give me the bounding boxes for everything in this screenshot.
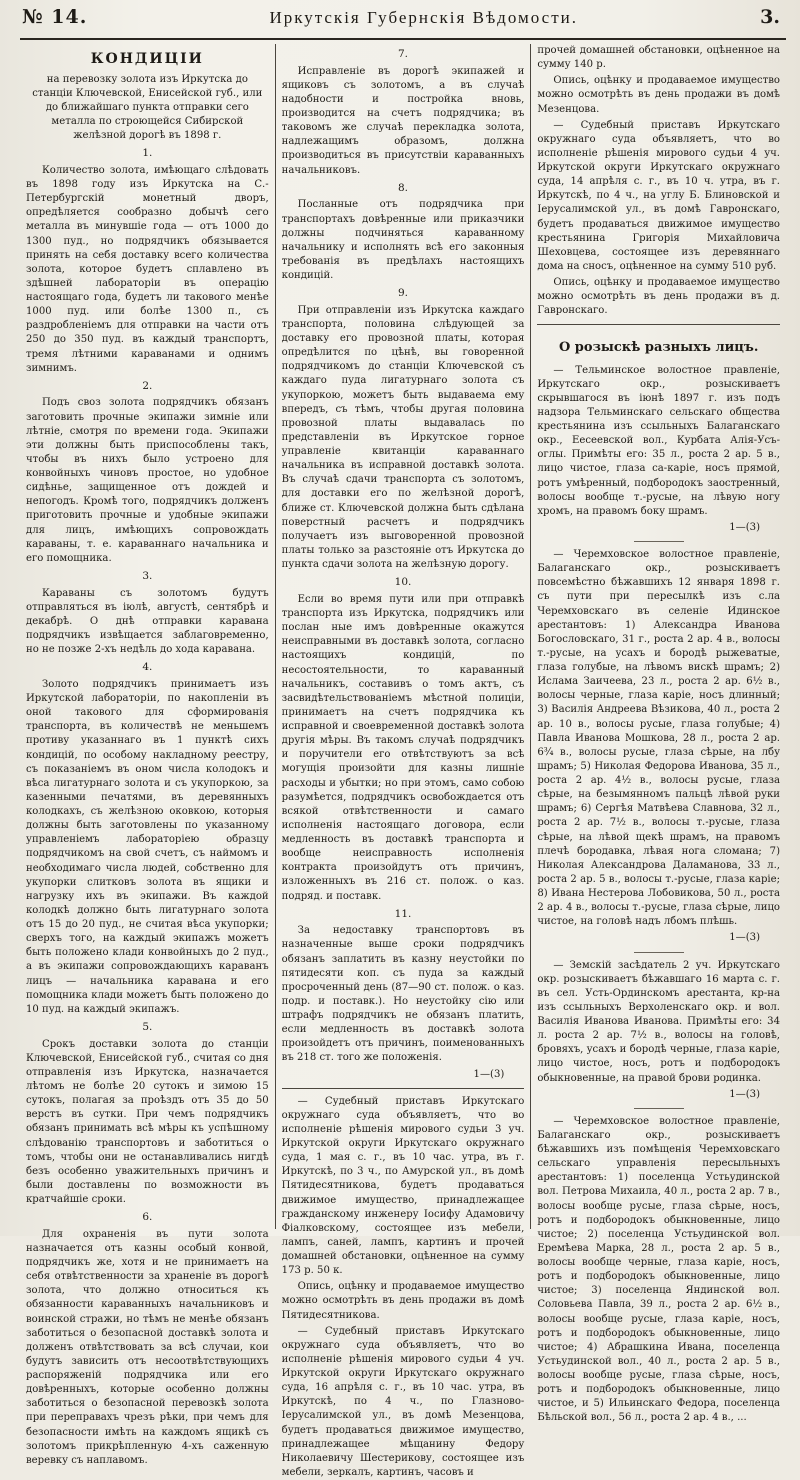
section-title-search: О розыскѣ разныхъ лицъ.	[558, 340, 759, 356]
clause-number: 8.	[397, 181, 409, 194]
notice-text: Опись, оцѣнку и продаваемое имущество можно осмотрѣть въ день продажи въ домѣ Мезенцова.	[537, 75, 781, 115]
insertion-count: 1—(3)	[473, 1068, 505, 1080]
page-number: 3.	[760, 6, 780, 28]
clause-number: 10.	[394, 576, 412, 589]
divider	[634, 952, 684, 953]
divider	[634, 1108, 684, 1109]
insertion-count: 1—(3)	[729, 932, 761, 944]
clause-text: Подъ своз золота подрядчикъ обязанъ заготовить прочные экипажи зимнiе или лѣтнiе, смотря по времени года. Экипажи эти должны быть приспособлены такъ, чтобы въ нихъ было устроено для конвойныхъ чиновъ простое, но удобное сидѣнье, защищенное отъ дождей и непогодъ. Кромѣ того, подрядчикъ долженъ приготовить прочные и удобные экипажи для лицъ, имѣющихъ сопровождать караваны, т. е. караваннаго начальника и его помощника.	[26, 397, 269, 564]
divider	[537, 324, 780, 325]
notice-text: — Черемховское волостное правленiе, Балаганскаго окр., розыскиваетъ бѣжавшихъ изъ помѣщенiя Черемховскаго сельскаго управленiя пересыльныхъ арестантовъ: 1) поселенца Устьудинской вол. Петрова Михаила, 40 л., роста 2 ар. 7 в., волосы вообще русые, глаза сѣрые, носъ, ротъ и подбородокъ обыкновенные, лицо чистое; 2) поселенца Устьудинской вол. Еремѣева Марка, 28 л., роста 2 ар. 5 в., волосы вообще черные, глаза карiе, носъ, ротъ и подбородокъ обыкновенные, лицо чистое; 3) поселенца Яндинской вол. Соловьева Павла, 39 л., роста 2 ар. 6½ в., волосы вообще русые, глаза карiе, носъ, ротъ и подбородокъ обыкновенные, лицо чистое; 4) Абрашкина Ивана, поселенца Устьудинской вол., 40 л., роста 2 ар. 5 в., волосы вообще русые, глаза сѣрые, носъ, ротъ и подбородокъ обыкновенные, лицо чистое, и 5) Ильинскаго Федора, поселенца Бѣльской вол., 56 л., роста 2 ар. 4 в., ...	[537, 1115, 781, 1424]
clause-text: Для охраненiя въ пути золота назначается отъ казны особый конвой, подрядчикъ же, хотя и не принимаетъ на себя отвѣтственности за храненiе въ дорогѣ золота, что должно относиться къ обязанности караванныхъ начальниковъ и воинской стражи, но тѣмъ не менѣе обязанъ заботиться о безопасной доставкѣ золота и долженъ отвѣтствовать за всѣ случаи, кои будутъ зависить отъ несоотвѣтствующихъ распоряженiй подрядчика или его довѣренныхъ, которые особенно должны заботиться о безопасной перевозкѣ золота при переправахъ чрезъ рѣки, при чемъ для безопасности имѣть на каждомъ ящикѣ съ золотомъ прикрѣпленную 4-хъ саженную веревку съ наплавомъ.	[26, 1228, 269, 1466]
clause-text: Золото подрядчикъ принимаетъ изъ Иркутской лабораторiи, по накопленiи въ оной такового для сформированiя транспорта, въ количествѣ не меньшемъ противу указаннаго въ 1 пунктѣ сихъ кондицiй, по особому накладному реестру, съ показанiемъ въ оном числа колодокъ и вѣса лигатурнаго золота и съ укупоркою, за казенными печатями, въ деревянныхъ колодкахъ, съ желѣзною оковкою, которыя должны быть заготовлены по указанному управленiемъ лабораторiею образцу подрядчикомъ на свой счетъ, съ наймомъ и необходимаго числа людей, собственно для укупорки слитковъ золота въ ящики и нагрузку ихъ въ экипажи. Въ каждой колодкѣ должно быть лигатурнаго золота отъ 15 до 20 пуд., не считая вѣса укупорки; сверхъ того, на каждый экипажъ можетъ быть положено клади конвойныхъ до 2 пуд., а въ экипажи сопровождающихъ караванъ лицъ — начальника каравана и его помощника клади можетъ быть положено до 10 пуд. на каждый экипажъ.	[26, 678, 269, 1015]
clause-text: Караваны съ золотомъ будутъ отправляться въ iюлѣ, августѣ, сентябрѣ и декабрѣ. О днѣ отправки каравана подрядчикъ извѣщается заблаговременно, но не позже 2-хъ недѣль до хода каравана.	[26, 587, 269, 656]
clause-number: 7.	[397, 48, 409, 60]
clause-text: Исправленiе въ дорогѣ экипажей и ящиковъ съ золотомъ, а въ случаѣ надобности и постройка вновь, производится на счетъ подрядчика; въ таковомъ же случаѣ перекладка золота, надлежащимъ образомъ, должна производиться въ присутствiи караванныхъ начальниковъ.	[281, 65, 525, 176]
clause-number: 2.	[142, 379, 153, 392]
notice-text: — Тельминское волостное правленiе, Иркутскаго окр., розыскиваетъ скрывшагося въ iюнѣ 1897 г. изъ подъ надзора Тельминскаго сельскаго общества крестьянина изъ ссыльныхъ Балаганскаго окр., Еесеевской вол., Курбата Алiя-Усъ-оглы. Примѣты его: 35 л., роста 2 ар. 5 в., лицо чистое, глаза са-карiе, носъ прямой, ротъ умѣренный, подбородокъ заостренный, волосы вообще т.-русые, на лѣвую ногу хромъ, на правомъ боку шрамъ.	[537, 364, 781, 517]
clause-number: 4.	[142, 661, 153, 674]
clause-number: 1.	[142, 147, 153, 160]
insertion-count: 1—(3)	[729, 1088, 761, 1100]
section-title-conditions: КОНДИЦIИ	[90, 51, 204, 67]
clause-number: 9.	[397, 287, 409, 300]
clause-text: При отправленiи изъ Иркутска каждаго транспорта, половина слѣдующей за доставку его провозной платы, которая опредѣлится по цѣнѣ, вы говоренной подрядчикомъ до станцiи Ключевской съ каждаго пуда лигатурнаго золота съ укупоркою, можетъ быть выдаваема ему впередъ, съ тѣмъ, чтобы другая половина провозной платы выдавалась по представленiи въ Иркутское горное управленiе квитанцiи караваннаго начальника въ исправной доставкѣ золота. Въ случаѣ сдачи транспорта съ золотомъ, для доставки его по желѣзной дорогѣ, ближе ст. Ключевской должна быть сдѣлана поверстный расчетъ и подрядчикъ получаетъ изъ выговоренной провозной платы только за разстоянiе отъ Иркутска до пункта сдачи золота на желѣзную дорогу.	[281, 304, 525, 571]
conditions-lead: на перевозку золота изъ Иркутска до станцiи Ключевской, Енисейской губ., или до ближайшаго пункта отправки сего металла по строющейся Сибирской желѣзной дорогѣ въ 1898 г.	[32, 73, 263, 142]
notice-text: Опись, оцѣнку и продаваемое имущество можно осмотрѣть въ день продажи въ домѣ Пятидесятникова.	[281, 1281, 525, 1321]
clause-text: Срокъ доставки золота до станцiи Ключевской, Енисейской губ., считая со дня отправленiя изъ Иркутска, назначается лѣтомъ не болѣе 20 сутокъ и зимою 15 сутокъ, полагая за проѣздъ отъ 35 до 50 верстъ въ сутки. При чемъ подрядчикъ обязанъ принимать всѣ мѣры къ успѣшному слѣдованiю транспортовъ и заботиться о томъ, чтобы они не останавливались нигдѣ безъ особенно уважительныхъ причинъ и были доставлены по возможности въ кратчайшiе сроки.	[26, 1038, 269, 1206]
clause-text: Количество золота, имѣющаго слѣдовать въ 1898 году изъ Иркутска на С.-Петербургскiй монетный дворъ, опредѣляется сообразно добычѣ сего металла въ минувшiе года — отъ 1000 до 1300 пуд., но подрядчикъ обязывается принять на себя доставку всего количества золота, которое будетъ сплавлено въ здѣшней лабораторiи въ операцiю настоящаго года, будетъ ли такового менѣе 1000 пуд. или болѣе 1300 п., съ раздробленiемъ для отправки на части отъ 250 до 350 пуд. въ каждый транспортъ, тремя лѣтними караванами и однимъ зимнимъ.	[26, 164, 269, 374]
notice-text: — Земскiй засѣдатель 2 уч. Иркутскаго окр. розыскиваетъ бѣжавшаго 16 марта с. г. въ сел. Усть-Ординскомъ арестанта, кр-на изъ ссыльныхъ Верхоленскаго окр. и вол. Василiя Иванова Иванова. Примѣты его: 34 л. роста 2 ар. 7½ в., волосы на головѣ, бровяхъ, усахъ и бородѣ черные, глаза карiе, лицо чистое, носъ, ротъ и подбородокъ обыкновенные, на правой брови родинка.	[537, 959, 781, 1084]
column-left	[20, 44, 275, 1466]
notice-text: — Судебный приставъ Иркутскаго окружнаго суда объявляетъ, что во исполненiе рѣшенiя мирового судьи 4 уч. Иркутской округи Иркутскаго окружнаго суда, 14 апрѣля с. г., въ 10 ч. утра, въ г. Иркутскѣ, по 4 ч., на углу Б. Блиновской и Iерусалимской ул., въ домѣ Гавронскаго, будетъ продаваться движимое имущество крестьянина Григорiя Михайловича Шеховцева, состоящее изъ деревяннаго дома на сносъ, оцѣненное на сумму 510 руб.	[537, 119, 781, 272]
divider	[634, 541, 684, 542]
notice-text: — Судебный приставъ Иркутскаго окружнаго суда объявляетъ, что во исполненiе рѣшенiя мирового судьи 3 уч. Иркутской округи Иркутскаго окружнаго суда, 1 мая с. г., въ 10 час. утра, въ г. Иркутскѣ, по 3 ч., по Амурской ул., въ домѣ Пятидесятникова, будетъ продаваться движимое имущество, принадлежащее гражданскому инженеру Iосифу Адамовичу Фiалковскому, состоящее изъ мебели, лампъ, саней, лампъ, картинъ и прочей домашней обстановки, оцѣненное на сумму 173 р. 50 к.	[281, 1095, 525, 1277]
clause-number: 5.	[142, 1020, 153, 1033]
masthead-title: Иркутскiя Губернскiя Вѣдомости.	[269, 8, 579, 27]
notice-text: прочей домашней обстановки, оцѣненное на сумму 140 р.	[537, 45, 781, 71]
notice-text: — Судебный приставъ Иркутскаго окружнаго суда объявляетъ, что во исполненiе рѣшенiя мирового судьи 4 уч. Иркутской округи Иркутскаго окружнаго суда, 16 апрѣля с. г., въ 10 час. утра, въ Иркутскѣ, по 4 ч., по Глазново-Iерусалимской ул., въ домѣ Мезенцова, будетъ продаваться движимое имущество, принадлежащее мѣщанину Федору Николаевичу Шестерикову, состоящее изъ мебели, зеркалъ, картинъ, часовъ и	[281, 1325, 525, 1478]
column-middle	[275, 44, 532, 1478]
divider	[282, 1088, 525, 1089]
clause-text: Посланные отъ подрядчика при транспортахъ довѣренные или приказчики должны подчиняться караванному начальнику и исполнять всѣ его законныя требованiя въ предѣлахъ настоящихъ кондицiй.	[281, 199, 525, 281]
column-right	[531, 44, 786, 1424]
page-header	[20, 6, 786, 40]
notice-text: — Черемховское волостное правленiе, Балаганскаго окр., розыскиваетъ повсемѣстно бѣжавшихъ 12 января 1898 г. съ пути при пересылкѣ изъ с.ла Черемховскаго въ селенiе Идинское арестантовъ: 1) Александра Иванова Богословскаго, 31 г., роста 2 ар. 4 в., волосы т.-русые, на усахъ и бородѣ рыжеватые, глаза голубые, на лѣвомъ вискѣ шрамъ; 2) Ислама Заичеева, 23 л., роста 2 ар. 6½ в., волосы черные, глаза карiе, носъ длинный; 3) Василiя Андреева Вѣзикова, 40 л., роста 2 ар. 10 в., волосы русые, глаза голубые; 4) Павла Иванова Мошкова, 28 л., роста 2 ар. 6¾ в., волосы русые, глаза сѣрые, на лбу шрамъ; 5) Николая Федорова Иванова, 35 л., роста 2 ар. 4½ в., волосы русые, глаза сѣрые, на безымянномъ пальцѣ лѣвой руки шрамъ; 6) Сергѣя Матвѣева Славнова, 32 л., роста 2 ар. 7½ в., волосы т.-русые, глаза сѣрые, на лѣвой щекѣ шрамъ, на правомъ плечѣ бородавка, лѣвая нога сломана; 7) Николая Александрова Даламанова, 33 л., роста 2 ар. 5 в., волосы т.-русые, глаза карiе; 8) Ивана Нестерова Лобовикова, 50 л., роста 2 ар. 4 в., волосы т.-русые, глаза сѣрые, лицо чистое, на головѣ надъ лбомъ плѣшь.	[537, 549, 781, 928]
issue-number: № 14.	[22, 6, 88, 28]
clause-text: Если во время пути или при отправкѣ транспорта изъ Иркутска, подрядчикъ или послан ные имъ довѣренные окажутся неисправными въ доставкѣ золота, согласно настоящихъ кондицiй, по несостоятельности, то караванный начальникъ, составивъ о томъ актъ, съ засвидѣтельствованiемъ мѣстной полицiи, принимаетъ на счетъ подрядчика къ исправной и своевременной доставкѣ золота другiя мѣры. Въ такомъ случаѣ подрядчикъ и поручители его отвѣтствуютъ за всѣ могущiя произойти для казны лишнiе расходы и убытки; но при этомъ, само собою разумѣется, подрядчикъ освобождается отъ всякой отвѣтственности и самаго исполненiя настоящаго договора, если медленность въ доставкѣ транспорта и вообще неисправность исполненiя контракта произойдутъ отъ причинъ, изложенныхъ въ 216 ст. полож. о каз. подряд. и поставк.	[281, 593, 525, 902]
clause-text: За недоставку транспортовъ въ назначенные выше сроки подрядчикъ обязанъ заплатить въ казну неустойки по пятидесяти коп. съ пуда за каждый просроченный день (87—90 ст. полож. о каз. подр. и поставк.). Но неустойку сiю или штрафъ подрядчикъ не обязанъ платить, если медленность въ доставкѣ золота произойдетъ отъ причинъ, поименованныхъ въ 218 ст. того же положенiя.	[281, 925, 525, 1064]
notice-text: Опись, оцѣнку и продаваемое имущество можно осмотрѣть въ день продажи въ д. Гавронскаго.	[537, 277, 781, 317]
clause-number: 3.	[142, 569, 153, 582]
insertion-count: 1—(3)	[729, 521, 761, 533]
columns	[20, 44, 786, 1478]
clause-number: 6.	[142, 1211, 153, 1224]
clause-number: 11.	[394, 907, 412, 920]
